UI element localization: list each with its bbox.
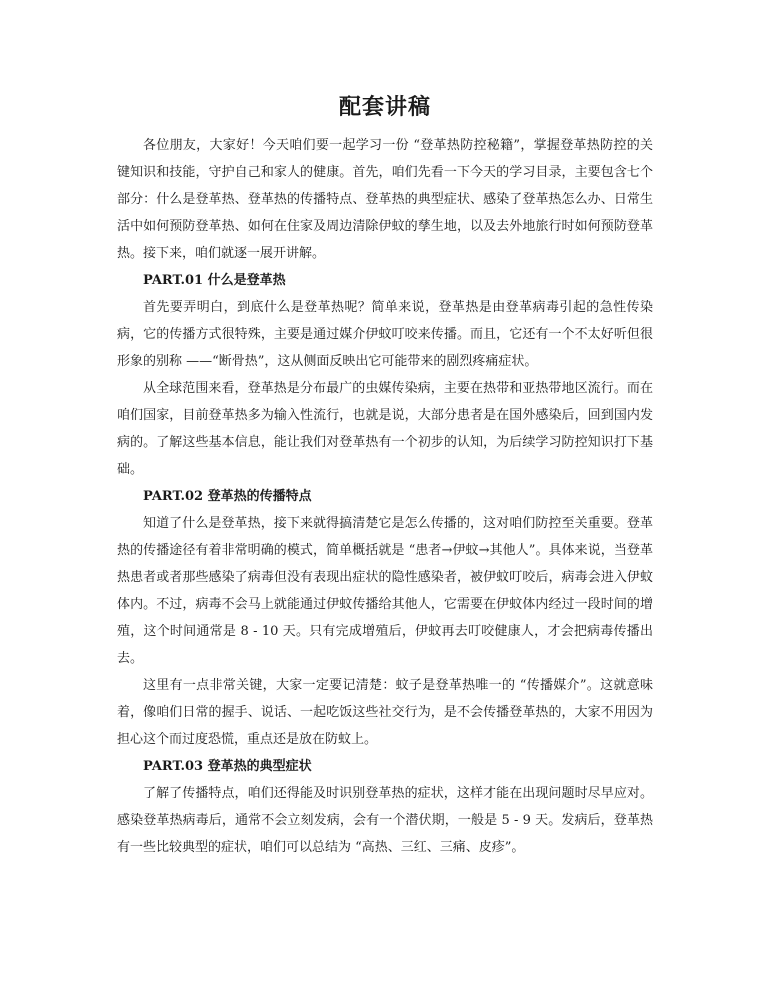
section-heading-part01: PART.01 什么是登革热 [143, 273, 286, 288]
body-paragraph: 从全球范围来看，登革热是分布最广的虫媒传染病，主要在热带和亚热带地区流行。而在咱们国家，目前登革热多为输入性流行，也就是说，大部分患者是在国外感染后，回到国内发病的。了解这些基本信息，能让我们对登革热有一个初步的认知，为后续学习防控知识打下基础。 [117, 381, 653, 477]
body-paragraph: 知道了什么是登革热，接下来就得搞清楚它是怎么传播的，这对咱们防控至关重要。登革热的传播途径有着非常明确的模式，简单概括就是 “患者→伊蚊→其他人”。具体来说，当登革热患者或者那些感染了病毒但没有表现出症状的隐性感染者，被伊蚊叮咬后，病毒会进入伊蚊体内。不过，病毒不会马上就能通过伊蚊传播给其他人，它需要在伊蚊体内经过一段时间的增殖，这个时间通常是 8 - 10 天。只有完成增殖后，伊蚊再去叮咬健康人，才会把病毒传播出去。 [117, 516, 653, 666]
section-heading-part03: PART.03 登革热的典型症状 [143, 759, 312, 774]
section-heading-part02: PART.02 登革热的传播特点 [143, 489, 312, 504]
intro-paragraph: 各位朋友，大家好！今天咱们要一起学习一份 “登革热防控秘籍”，掌握登革热防控的关键知识和技能，守护自己和家人的健康。首先，咱们先看一下今天的学习目录，主要包含七个部分：什么是登革热、登革热的传播特点、登革热的典型症状、感染了登革热怎么办、日常生活中如何预防登革热、如何在住家及周边清除伊蚊的孳生地，以及去外地旅行时如何预防登革热。接下来，咱们就逐一展开讲解。 [117, 138, 653, 261]
document-page [117, 92, 653, 861]
body-paragraph: 首先要弄明白，到底什么是登革热呢？简单来说，登革热是由登革病毒引起的急性传染病，它的传播方式很特殊，主要是通过媒介伊蚊叮咬来传播。而且，它还有一个不太好听但很形象的别称 ——“断骨热”，这从侧面反映出它可能带来的剧烈疼痛症状。 [117, 300, 653, 369]
body-paragraph: 这里有一点非常关键，大家一定要记清楚：蚊子是登革热唯一的 “传播媒介”。这就意味着，像咱们日常的握手、说话、一起吃饭这些社交行为，是不会传播登革热的，大家不用因为担心这个而过度恐慌，重点还是放在防蚊上。 [117, 678, 653, 747]
body-paragraph: 了解了传播特点，咱们还得能及时识别登革热的症状，这样才能在出现问题时尽早应对。感染登革热病毒后，通常不会立刻发病，会有一个潜伏期，一般是 5 - 9 天。发病后，登革热有一些比较典型的症状，咱们可以总结为 “高热、三红、三痛、皮疹”。 [117, 786, 653, 855]
page-title: 配套讲稿 [338, 94, 431, 120]
